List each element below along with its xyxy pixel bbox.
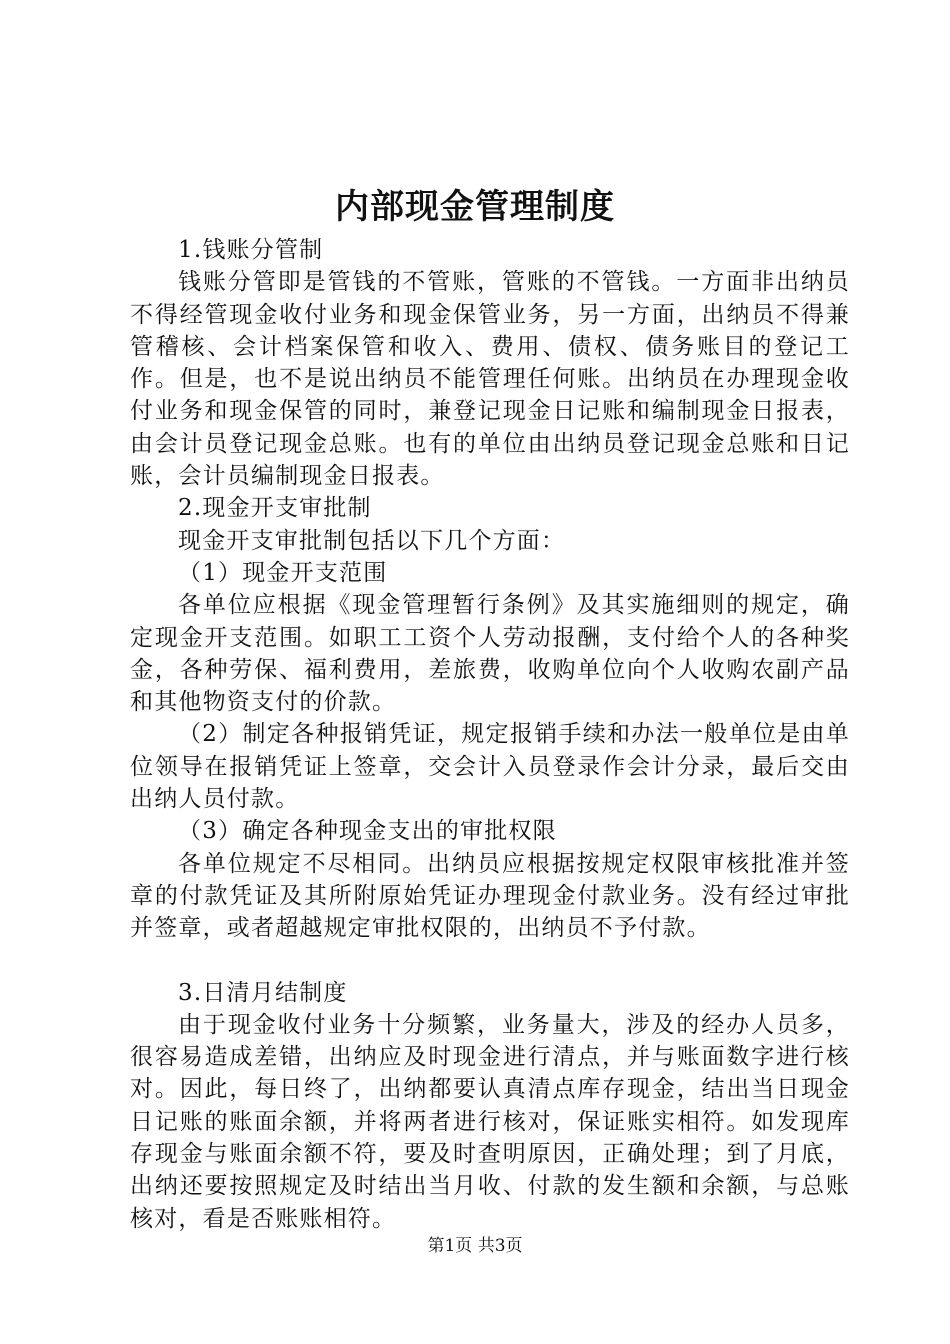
paragraph: 各单位规定不尽相同。出纳员应根据按规定权限审核批准并签章的付款凭证及其所附原始凭证办理现金付款业务。没有经过审批并签章，或者超越规定审批权限的，出纳员不予付款。: [130, 850, 850, 942]
paragraph: 现金开支审批制包括以下几个方面：: [178, 527, 566, 554]
page-number-footer: 第1页 共3页: [427, 1236, 523, 1256]
paragraph: 钱账分管即是管钱的不管账，管账的不管钱。一方面非出纳员不得经管现金收付业务和现金保管业务，另一方面，出纳员不得兼管稽核、会计档案保管和收入、费用、债权、债务账目的登记工作。但是，也不是说出纳员不能管理任何账。出纳员在办理现金收付业务和现金保管的同时，兼登记现金日记账和编制现金日报表，由会计员登记现金总账。也有的单位由出纳员登记现金总账和日记账，会计员编制现金日报表。: [130, 269, 850, 490]
section-heading-1: 1.钱账分管制: [178, 237, 324, 263]
document-body: [130, 234, 850, 1235]
section-heading-3: 3.日清月结制度: [178, 979, 348, 1006]
paragraph: 由于现金收付业务十分频繁，业务量大，涉及的经办人员多，很容易造成差错，出纳应及时现金进行清点，并与账面数字进行核对。因此，每日终了，出纳都要认真清点库存现金，结出当日现金日记账的账面余额，并将两者进行核对，保证账实相符。如发现库存现金与账面余额不符，要及时查明原因，正确处理；到了月底，出纳还要按照规定及时结出当月收、付款的发生额和余额，与总账核对，看是否账账相符。: [130, 1011, 850, 1232]
paragraph: （2）制定各种报销凭证，规定报销手续和办法一般单位是由单位领导在报销凭证上签章，交会计入员登录作会计分录，最后交由出纳人员付款。: [130, 721, 850, 813]
paragraph: 各单位应根据《现金管理暂行条例》及其实施细则的规定，确定现金开支范围。如职工工资个人劳动报酬，支付给个人的各种奖金，各种劳保、福利费用，差旅费，收购单位向个人收购农副产品和其他物资支付的价款。: [130, 592, 850, 716]
section-heading-2: 2.现金开支审批制: [178, 495, 372, 522]
subsection-heading-3: （3）确定各种现金支出的审批权限: [178, 818, 557, 845]
document-title: 内部现金管理制度: [335, 187, 615, 227]
subsection-heading-1: （1）现金开支范围: [178, 559, 388, 586]
